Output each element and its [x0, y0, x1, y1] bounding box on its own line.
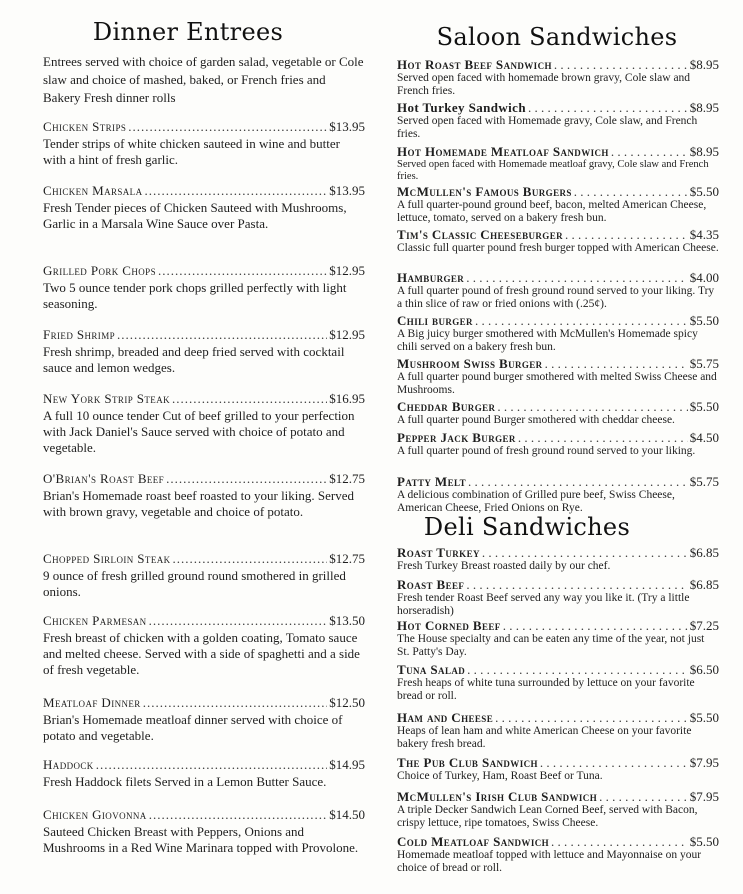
- item-name: Chicken Marsala: [43, 183, 143, 198]
- item-name: Grilled Pork Chops: [43, 263, 156, 278]
- item-name: Tuna Salad: [397, 662, 466, 677]
- item-price: $6.50: [689, 662, 719, 677]
- item-name: Cold Meatloaf Sandwich: [397, 834, 550, 849]
- item-price: $7.95: [689, 789, 719, 804]
- item-description: A full quarter pound of fresh ground round served to your liking. Try a thin slice of raw or fried onions with (.25¢).: [397, 285, 715, 310]
- item-description: A triple Decker Sandwich Lean Corned Beef, served with Bacon, crispy lettuce, ripe tomatoes, Swiss Cheese.: [397, 804, 698, 829]
- item-price: $5.50: [689, 710, 719, 725]
- item-price: $12.50: [329, 695, 365, 710]
- item-name: Chopped Sirloin Steak: [43, 551, 171, 566]
- item-price: $8.95: [689, 100, 719, 115]
- item-price: $6.85: [689, 577, 719, 592]
- item-name: Tim's Classic Cheeseburger: [397, 227, 563, 242]
- menu-item: [397, 399, 719, 427]
- item-description: Brian's Homemade meatloaf dinner served with choice of potato and vegetable.: [43, 712, 343, 743]
- item-name: Mushroom Swiss Burger: [397, 356, 543, 371]
- dinner-entrees-heading: Dinner Entrees: [92, 18, 284, 46]
- item-description: Brian's Homemade roast beef roasted to your liking. Served with brown gravy, vegetable and choice of potato.: [43, 488, 355, 519]
- item-price: $13.95: [329, 183, 365, 198]
- item-name: Cheddar Burger: [397, 399, 496, 414]
- item-price: $13.95: [329, 119, 365, 134]
- menu-item: [43, 806, 365, 856]
- item-description: A full quarter pound burger smothered with melted Swiss Cheese and Mushrooms.: [397, 371, 717, 396]
- item-description: Fresh Turkey Breast roasted daily by our chef.: [397, 560, 611, 572]
- item-name: Pepper Jack Burger: [397, 430, 516, 445]
- menu-item: [397, 100, 719, 140]
- menu-item: [397, 789, 719, 829]
- item-name: Haddock: [43, 757, 94, 772]
- item-price: $7.95: [689, 755, 719, 770]
- item-name: Meatloaf Dinner: [43, 695, 141, 710]
- menu-item: [43, 756, 365, 790]
- item-description: A full 10 ounce tender Cut of beef grilled to your perfection with Jack Daniel's Sauce served with choice of potato and vegetable.: [43, 408, 355, 455]
- item-description: Sauteed Chicken Breast with Peppers, Onions and Mushrooms in a Red Wine Marinara topped with Provolone.: [43, 824, 359, 855]
- menu-item: [397, 662, 719, 702]
- item-description: A Big juicy burger smothered with McMullen's Homemade spicy chili served on a bakery fresh bun.: [397, 328, 698, 353]
- item-description: Fresh Haddock filets Served in a Lemon Butter Sauce.: [43, 774, 327, 789]
- item-price: $4.35: [689, 227, 719, 242]
- menu-item: [397, 270, 719, 310]
- item-description: Served open faced with Homemade gravy, Cole slaw, and French fries.: [397, 115, 698, 140]
- item-description: The House specialty and can be eaten any time of the year, not just St. Patty's Day.: [397, 633, 705, 658]
- menu-item: [397, 144, 719, 182]
- menu-item: [397, 618, 719, 658]
- item-description: Fresh heaps of white tuna surrounded by lettuce on your favorite bread or roll.: [397, 677, 695, 702]
- item-description: Served open faced with Homemade meatloaf gravy, Cole slaw and French fries.: [397, 159, 709, 182]
- dinner-intro: Entrees served with choice of garden salad, vegetable or Cole slaw and choice of mashed, baked, or French fries and Bakery Fresh dinner rolls: [43, 54, 364, 105]
- item-price: $5.50: [689, 313, 719, 328]
- menu-item: [43, 326, 365, 376]
- item-name: Chili burger: [397, 313, 473, 328]
- item-name: Hot Homemade Meatloaf Sandwich: [397, 144, 609, 159]
- item-name: Hamburger: [397, 270, 465, 285]
- item-price: $14.95: [329, 757, 365, 772]
- menu-item: [43, 118, 365, 168]
- item-description: A delicious combination of Grilled pure beef, Swiss Cheese, American Cheese, Fried Onions on Rye.: [397, 489, 675, 514]
- item-name: Hot Turkey Sandwich: [397, 100, 526, 115]
- menu-item: [43, 550, 365, 600]
- item-description: A full quarter pound of fresh ground round served to your liking.: [397, 445, 696, 457]
- item-name: Hot Corned Beef: [397, 618, 501, 633]
- item-name: McMullen's Irish Club Sandwich: [397, 789, 598, 804]
- menu-item: [397, 545, 719, 573]
- menu-item: [397, 710, 719, 750]
- item-price: $5.50: [689, 184, 719, 199]
- item-name: Roast Turkey: [397, 545, 480, 560]
- menu-item: [43, 694, 365, 744]
- menu-item: [43, 470, 365, 520]
- menu-item: [43, 182, 365, 232]
- item-price: $8.95: [689, 144, 719, 159]
- item-name: Patty Melt: [397, 474, 466, 489]
- menu-item: [397, 356, 719, 396]
- item-description: Fresh tender Roast Beef served any way you like it. (Try a little horseradish): [397, 592, 690, 617]
- saloon-sandwiches-heading: Saloon Sandwiches: [436, 23, 678, 51]
- item-description: Served open faced with homemade brown gravy, Cole slaw and French fries.: [397, 72, 691, 97]
- item-name: Hot Roast Beef Sandwich: [397, 57, 552, 72]
- item-price: $5.50: [689, 399, 719, 414]
- item-name: New York Strip Steak: [43, 391, 170, 406]
- item-price: $5.75: [689, 356, 719, 371]
- item-name: Chicken Parmesan: [43, 613, 147, 628]
- item-price: $6.85: [689, 545, 719, 560]
- item-description: Fresh breast of chicken with a golden coating, Tomato sauce and melted cheese. Served with a side of spaghetti and a side of fresh vegetable.: [43, 630, 360, 677]
- item-price: $12.75: [329, 471, 365, 486]
- item-description: A full quarter pound Burger smothered with cheddar cheese.: [397, 414, 675, 426]
- item-price: $14.50: [329, 807, 365, 822]
- item-name: Roast Beef: [397, 577, 465, 592]
- menu-item: [397, 577, 719, 617]
- item-description: Classic full quarter pound fresh burger topped with American Cheese.: [397, 242, 719, 254]
- item-description: Choice of Turkey, Ham, Roast Beef or Tuna.: [397, 770, 603, 782]
- item-description: Heaps of lean ham and white American Cheese on your favorite bakery fresh bread.: [397, 725, 692, 750]
- item-name: Fried Shrimp: [43, 327, 116, 342]
- menu-item: [397, 834, 719, 874]
- item-name: O'Brian's Roast Beef: [43, 471, 165, 486]
- menu-item: [397, 474, 719, 514]
- item-description: Homemade meatloaf topped with lettuce and Mayonnaise on your choice of bread or roll.: [397, 849, 702, 874]
- item-description: 9 ounce of fresh grilled ground round smothered in grilled onions.: [43, 568, 346, 599]
- item-price: $13.50: [329, 613, 365, 628]
- menu-item: [397, 57, 719, 97]
- menu-item: [397, 755, 719, 783]
- item-price: $4.50: [689, 430, 719, 445]
- deli-sandwiches-heading: Deli Sandwiches: [423, 513, 631, 541]
- item-price: $5.75: [689, 474, 719, 489]
- item-price: $5.50: [689, 834, 719, 849]
- item-description: Tender strips of white chicken sauteed in wine and butter with a hint of fresh garlic.: [43, 136, 340, 167]
- menu-item: [397, 430, 719, 458]
- item-price: $12.95: [329, 327, 365, 342]
- menu-item: [43, 612, 365, 678]
- menu-item: [43, 262, 365, 312]
- item-name: McMullen's Famous Burgers: [397, 184, 572, 199]
- item-description: Fresh shrimp, breaded and deep fried served with cocktail sauce and lemon wedges.: [43, 344, 345, 375]
- item-description: Two 5 ounce tender pork chops grilled perfectly with light seasoning.: [43, 280, 347, 311]
- item-price: $12.95: [329, 263, 365, 278]
- item-price: $16.95: [329, 391, 365, 406]
- menu-item: [397, 313, 719, 353]
- item-name: Ham and Cheese: [397, 710, 494, 725]
- item-name: Chicken Giovonna: [43, 807, 147, 822]
- item-price: $8.95: [689, 57, 719, 72]
- item-name: Chicken Strips: [43, 119, 127, 134]
- item-name: The Pub Club Sandwich: [397, 755, 538, 770]
- item-price: $12.75: [329, 551, 365, 566]
- item-description: Fresh Tender pieces of Chicken Sauteed with Mushrooms, Garlic in a Marsala Wine Sauce over Pasta.: [43, 200, 347, 231]
- menu-item: [397, 227, 719, 255]
- menu-item: [43, 390, 365, 456]
- item-price: $4.00: [689, 270, 719, 285]
- item-price: $7.25: [689, 618, 719, 633]
- item-description: A full quarter-pound ground beef, bacon, melted American Cheese, lettuce, tomato, served on a bakery fresh bun.: [397, 199, 707, 224]
- menu-item: [397, 184, 719, 224]
